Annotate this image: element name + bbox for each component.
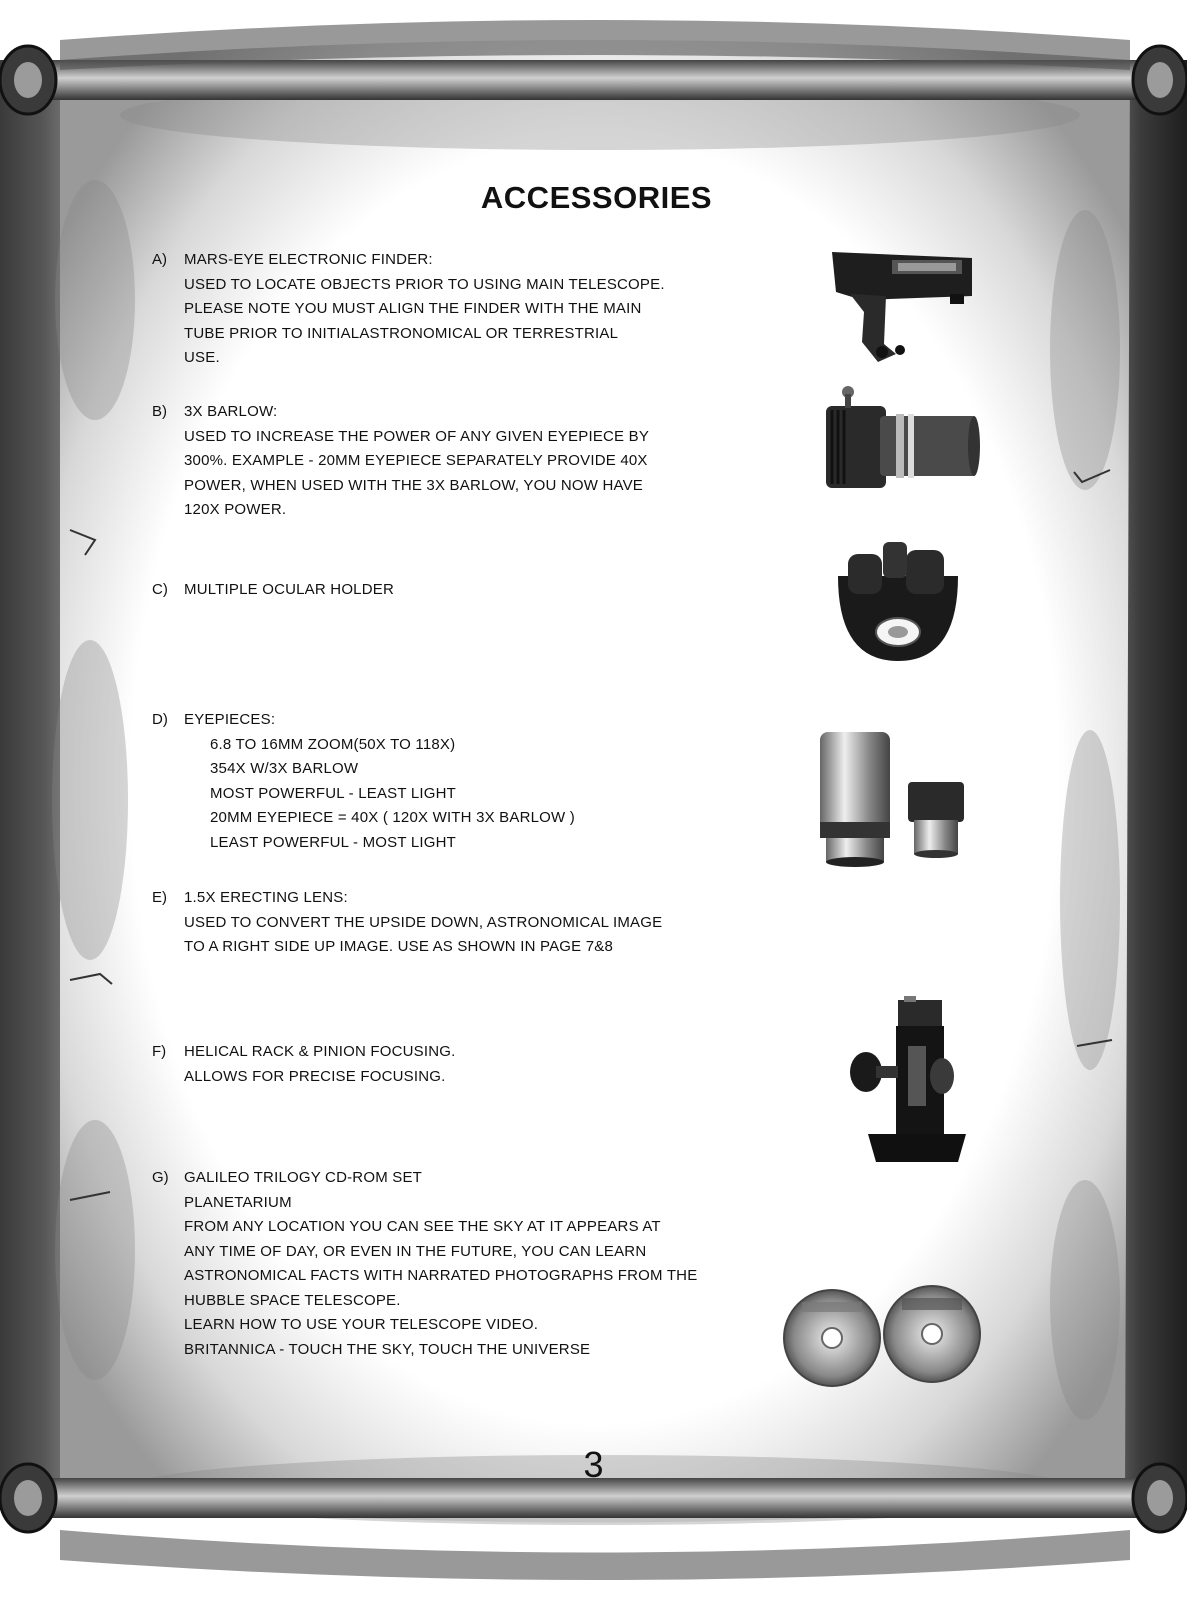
section-text: USED TO LOCATE OBJECTS PRIOR TO USING MAIN TELESCOPE.: [184, 275, 665, 293]
page-title: ACCESSORIES: [480, 180, 713, 215]
barlow-lens-image: [818, 384, 983, 499]
section-heading: MARS-EYE ELECTRONIC FINDER:: [184, 251, 433, 268]
section-letter: B): [152, 403, 167, 420]
section-text: ALLOWS FOR PRECISE FOCUSING.: [184, 1067, 446, 1085]
section-text: FROM ANY LOCATION YOU CAN SEE THE SKY AT IT APPEARS AT: [184, 1218, 661, 1235]
section-f-focusing: [152, 1040, 832, 1089]
section-text: USED TO INCREASE THE POWER OF ANY GIVEN EYEPIECE BY: [184, 427, 650, 445]
section-text: MOST POWERFUL - LEAST LIGHT: [210, 784, 456, 802]
section-heading: 1.5X ERECTING LENS:: [184, 889, 348, 906]
section-text: USE.: [184, 349, 220, 366]
helical-focuser-image: [846, 996, 974, 1168]
section-text: LEARN HOW TO USE YOUR TELESCOPE VIDEO.: [184, 1316, 539, 1333]
section-text: 20MM EYEPIECE = 40X ( 120X WITH 3X BARLOW ): [210, 809, 575, 826]
electronic-finder-image: [822, 234, 982, 374]
section-text: PLEASE NOTE YOU MUST ALIGN THE FINDER WITH THE MAIN: [184, 300, 642, 317]
section-c-ocular-holder: [152, 578, 832, 603]
eyepieces-image: [810, 726, 970, 868]
section-text: 6.8 TO 16MM ZOOM(50X TO 118X): [210, 735, 456, 753]
section-heading: HELICAL RACK & PINION FOCUSING.: [184, 1043, 456, 1060]
section-text: BRITANNICA - TOUCH THE SKY, TOUCH THE UNIVERSE: [184, 1340, 591, 1358]
section-heading: GALILEO TRILOGY CD-ROM SET: [184, 1169, 423, 1186]
page-number: 3: [583, 1444, 604, 1485]
section-text: 300%. EXAMPLE - 20MM EYEPIECE SEPARATELY PROVIDE 40X: [184, 452, 648, 469]
section-e-erecting-lens: [152, 886, 832, 960]
section-heading: MULTIPLE OCULAR HOLDER: [184, 581, 394, 598]
section-letter: A): [152, 251, 167, 268]
section-letter: F): [152, 1043, 167, 1060]
section-text: 354X W/3X BARLOW: [210, 760, 359, 777]
ocular-holder-image: [828, 536, 968, 666]
section-heading: EYEPIECES:: [184, 711, 276, 728]
section-heading: 3X BARLOW:: [184, 403, 278, 420]
section-d-eyepieces: [152, 708, 832, 855]
top-scroll-rod: [0, 20, 1187, 114]
section-text: TO A RIGHT SIDE UP IMAGE. USE AS SHOWN IN PAGE 7&8: [184, 938, 614, 955]
section-letter: G): [152, 1169, 169, 1186]
section-text: TUBE PRIOR TO INITIALASTRONOMICAL OR TERRESTRIAL: [184, 324, 619, 342]
section-a-finder: [152, 248, 832, 371]
section-text: POWER, WHEN USED WITH THE 3X BARLOW, YOU NOW HAVE: [184, 476, 644, 494]
section-letter: E): [152, 889, 167, 906]
section-text: ASTRONOMICAL FACTS WITH NARRATED PHOTOGRAPHS FROM THE: [184, 1267, 698, 1284]
section-text: 120X POWER.: [184, 501, 287, 518]
section-letter: D): [152, 711, 168, 728]
section-text: HUBBLE SPACE TELESCOPE.: [184, 1291, 401, 1309]
section-b-barlow: [152, 400, 832, 523]
section-text: ANY TIME OF DAY, OR EVEN IN THE FUTURE, YOU CAN LEARN: [184, 1242, 647, 1260]
section-text: LEAST POWERFUL - MOST LIGHT: [210, 833, 456, 851]
section-text: PLANETARIUM: [184, 1193, 292, 1211]
section-text: USED TO CONVERT THE UPSIDE DOWN, ASTRONOMICAL IMAGE: [184, 913, 663, 931]
section-letter: C): [152, 581, 168, 598]
cd-rom-set-image: [780, 1284, 986, 1390]
section-g-cd-rom: [152, 1166, 832, 1362]
